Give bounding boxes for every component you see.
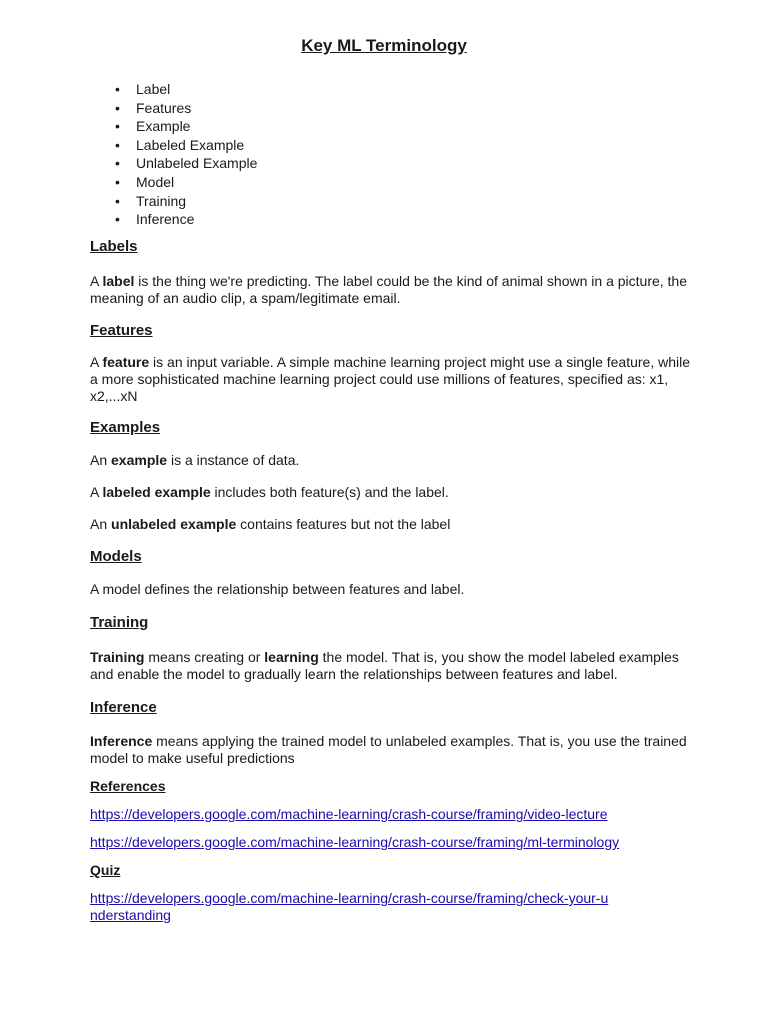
inference-paragraph: Inference means applying the trained model to unlabeled examples. That is, you use the trained model to make useful predictions bbox=[90, 733, 687, 766]
quiz-heading: Quiz bbox=[90, 862, 121, 878]
list-item: • Label bbox=[115, 81, 171, 97]
examples-paragraph-2: A labeled example includes both feature(s) and the label. bbox=[90, 484, 449, 500]
bullet-icon: • bbox=[115, 173, 120, 190]
labels-heading: Labels bbox=[90, 238, 138, 255]
bullet-icon: • bbox=[115, 192, 120, 209]
inference-heading: Inference bbox=[90, 699, 157, 716]
list-item: • Inference bbox=[115, 211, 195, 228]
bullet-icon: • bbox=[115, 81, 120, 97]
examples-heading: Examples bbox=[90, 419, 161, 436]
page-title: Key ML Terminology bbox=[301, 36, 467, 55]
bullet-icon: • bbox=[115, 211, 120, 228]
list-item: • Labeled Example bbox=[115, 136, 245, 153]
references-heading: References bbox=[90, 778, 166, 794]
models-heading: Models bbox=[90, 548, 142, 565]
training-heading: Training bbox=[90, 614, 149, 631]
labels-paragraph: A label is the thing we're predicting. The label could be the kind of animal shown in a picture, the meaning of an audio clip, a spam/legitimate email. bbox=[90, 273, 688, 306]
list-item: • Features bbox=[115, 99, 192, 116]
examples-paragraph-1: An example is a instance of data. bbox=[90, 452, 300, 468]
quiz-link[interactable]: https://developers.google.com/machine-learning/crash-course/framing/check-your-understanding bbox=[90, 890, 609, 923]
models-paragraph: A model defines the relationship between features and label. bbox=[90, 581, 465, 597]
bullet-icon: • bbox=[115, 99, 120, 116]
list-item: • Training bbox=[115, 192, 187, 209]
list-item: • Model bbox=[115, 173, 175, 190]
features-paragraph: A feature is an input variable. A simple machine learning project might use a single feature, while a more sophisticated machine learning project could use millions of features, specified as: x1, x2,...xN bbox=[90, 354, 691, 404]
list-item: • Unlabeled Example bbox=[115, 155, 258, 172]
features-heading: Features bbox=[90, 322, 153, 339]
reference-link-ml-terminology[interactable]: https://developers.google.com/machine-learning/crash-course/framing/ml-terminology bbox=[90, 834, 620, 850]
bullet-icon: • bbox=[115, 136, 120, 153]
bullet-icon: • bbox=[115, 155, 120, 172]
training-paragraph: Training means creating or learning the model. That is, you show the model labeled examples and enable the model to gradually learn the relationships between features and label. bbox=[90, 649, 679, 682]
reference-link-video-lecture[interactable]: https://developers.google.com/machine-learning/crash-course/framing/video-lecture bbox=[90, 806, 608, 822]
examples-paragraph-3: An unlabeled example contains features but not the label bbox=[90, 516, 451, 532]
list-item: • Example bbox=[115, 118, 191, 135]
bullet-icon: • bbox=[115, 118, 120, 135]
terminology-list bbox=[90, 80, 257, 229]
